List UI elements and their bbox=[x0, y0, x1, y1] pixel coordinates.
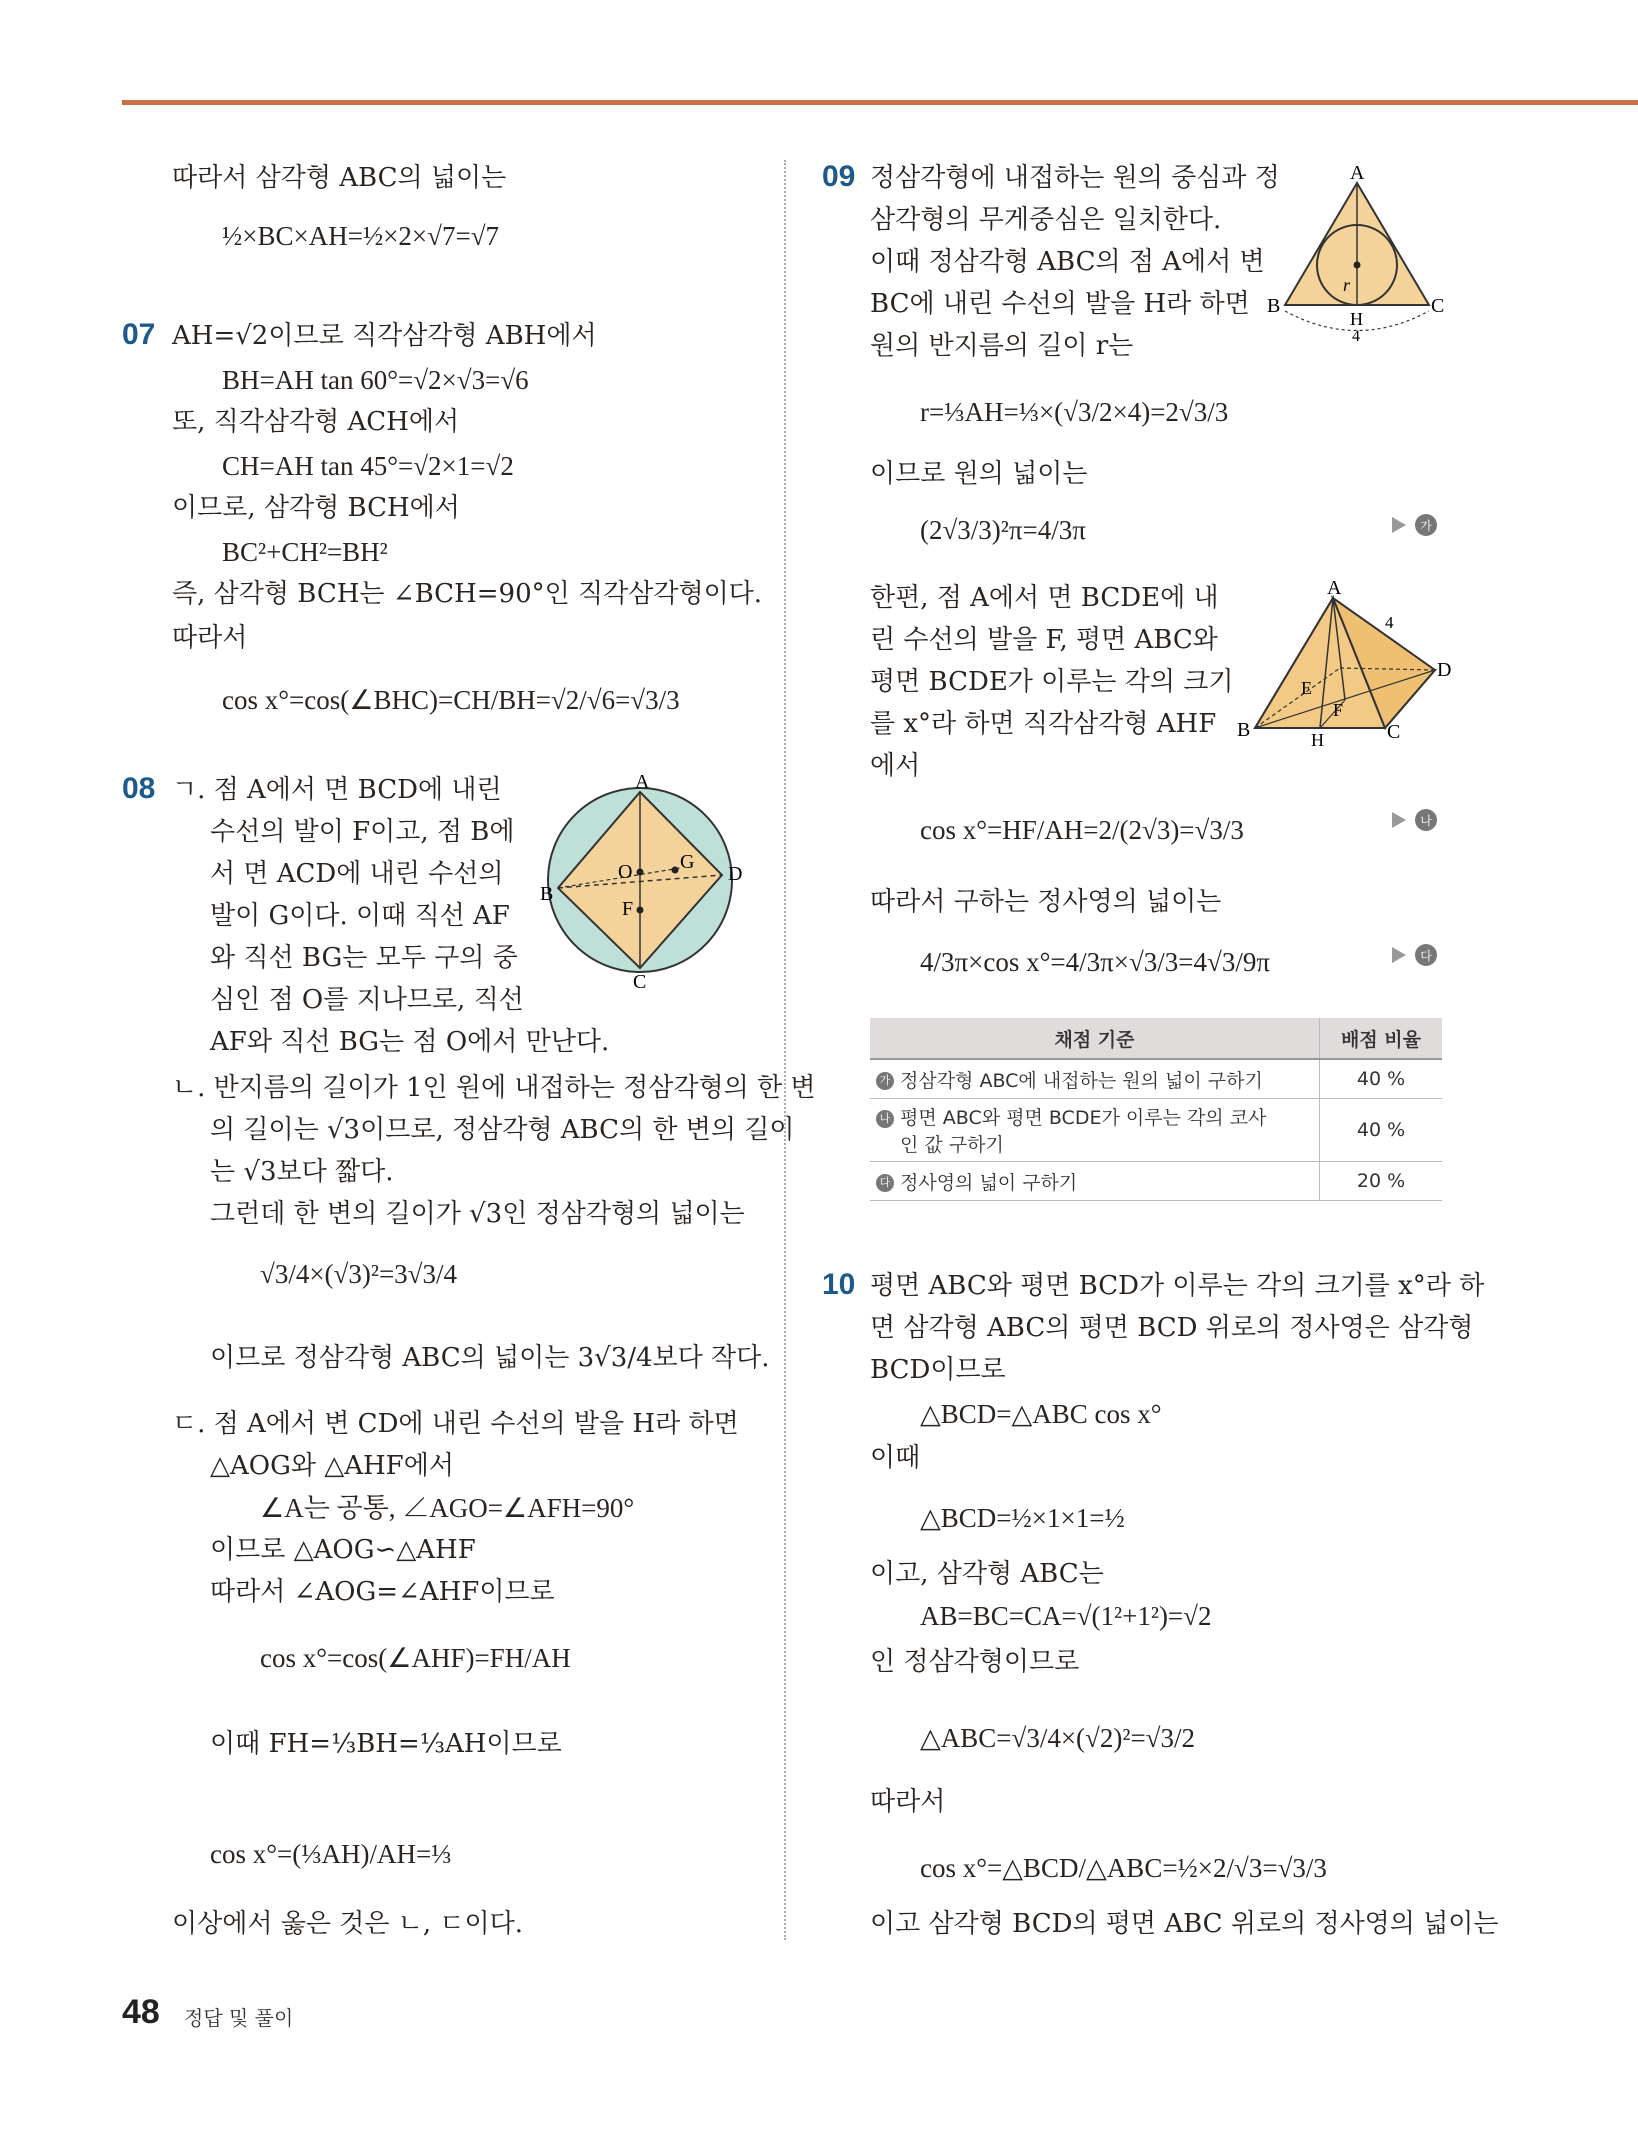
rubric-criterion: 정사영의 넓이 구하기 bbox=[900, 1171, 1078, 1194]
text-line: BC에 내린 수선의 발을 H라 하면 bbox=[870, 289, 1250, 319]
text-line: 이때 FH=⅓BH=⅓AH이므로 bbox=[210, 1729, 562, 1759]
text-line: 이므로, 삼각형 BCH에서 bbox=[172, 493, 460, 523]
rubric-badge: 다 bbox=[876, 1174, 894, 1192]
text-line: 면 삼각형 ABC의 평면 BCD 위로의 정사영은 삼각형 bbox=[870, 1313, 1474, 1343]
table-row bbox=[870, 1099, 1442, 1162]
problem-number-07: 07 bbox=[122, 318, 156, 351]
text-line: 이므로 원의 넓이는 bbox=[870, 459, 1088, 489]
equation: ∠A는 공통, ∠AGO=∠AFH=90° bbox=[260, 1493, 635, 1523]
text-line: 를 x°라 하면 직각삼각형 AHF bbox=[870, 709, 1217, 739]
text-line: 이때 정삼각형 ABC의 점 A에서 변 bbox=[870, 247, 1265, 277]
text-line: 정삼각형에 내접하는 원의 중심과 정 bbox=[870, 163, 1280, 193]
equation: ½×BC×AH=½×2×√7=√7 bbox=[222, 221, 500, 251]
scoring-rubric-table bbox=[870, 1018, 1442, 1201]
label-f: F bbox=[1333, 700, 1344, 720]
text-line: 삼각형의 무게중심은 일치한다. bbox=[870, 205, 1222, 235]
rubric-percent: 20 % bbox=[1320, 1162, 1443, 1201]
equation: △BCD=½×1×1=½ bbox=[920, 1503, 1125, 1533]
pyramid-figure bbox=[1235, 577, 1452, 750]
equation: cos x°=△BCD/△ABC=½×2/√3=√3/3 bbox=[920, 1853, 1327, 1883]
label-a: A bbox=[1327, 577, 1342, 599]
label-r: r bbox=[1343, 275, 1351, 295]
marker-label: 다 bbox=[1420, 949, 1432, 963]
equation: cos x°=cos(∠BHC)=CH/BH=√2/√6=√3/3 bbox=[222, 685, 680, 715]
equation: BH=AH tan 60°=√2×√3=√6 bbox=[222, 365, 529, 395]
equation: CH=AH tan 45°=√2×1=√2 bbox=[222, 451, 514, 481]
label-o: O bbox=[618, 861, 633, 883]
label-side: 4 bbox=[1352, 328, 1360, 345]
rubric-badge: 나 bbox=[876, 1110, 894, 1128]
equation: (2√3/3)²π=4/3π bbox=[920, 515, 1086, 545]
text-line: 수선의 발이 F이고, 점 B에 bbox=[210, 817, 515, 847]
text-line: 따라서 ∠AOG=∠AHF이므로 bbox=[210, 1577, 555, 1607]
text-line: 의 길이는 √3이므로, 정삼각형 ABC의 한 변의 길이 bbox=[210, 1115, 795, 1145]
equation: cos x°=HF/AH=2/(2√3)=√3/3 bbox=[920, 815, 1244, 845]
rubric-header-ratio: 배점 비율 bbox=[1320, 1018, 1443, 1059]
rubric-percent: 40 % bbox=[1320, 1099, 1443, 1162]
label-a: A bbox=[1350, 162, 1365, 184]
step-marker-c bbox=[1390, 942, 1448, 968]
label-h: H bbox=[1311, 730, 1324, 750]
label-edge: 4 bbox=[1385, 613, 1394, 632]
label-d: D bbox=[1437, 659, 1452, 681]
text-line: 이므로 △AOG∽△AHF bbox=[210, 1535, 476, 1565]
text-line: ㄴ. 반지름의 길이가 1인 원에 내접하는 정삼각형의 한 변 bbox=[172, 1073, 816, 1103]
text-line: 린 수선의 발을 F, 평면 ABC와 bbox=[870, 625, 1218, 655]
equation: r=⅓AH=⅓×(√3/2×4)=2√3/3 bbox=[920, 397, 1229, 427]
triangle-incircle-figure bbox=[1265, 162, 1450, 345]
text-line: 에서 bbox=[870, 751, 921, 781]
text-line: 발이 G이다. 이때 직선 AF bbox=[210, 901, 510, 931]
text-line: 와 직선 BG는 모두 구의 중 bbox=[210, 943, 518, 973]
label-h: H bbox=[1350, 309, 1363, 329]
rubric-header-criteria: 채점 기준 bbox=[870, 1018, 1320, 1059]
text-line: 서 면 ACD에 내린 수선의 bbox=[210, 859, 504, 889]
text-line: 이므로 정삼각형 ABC의 넓이는 3√3/4보다 작다. bbox=[210, 1343, 770, 1373]
rubric-criterion: 평면 ABC와 평면 BCDE가 이루는 각의 코사 bbox=[900, 1107, 1267, 1129]
label-g: G bbox=[680, 851, 695, 873]
text-line: 인 정삼각형이므로 bbox=[870, 1647, 1080, 1677]
column-divider bbox=[784, 160, 786, 1940]
text-line: △AOG와 △AHF에서 bbox=[210, 1451, 454, 1481]
table-row bbox=[870, 1059, 1442, 1099]
text-line: 평면 ABC와 평면 BCD가 이루는 각의 크기를 x°라 하 bbox=[870, 1271, 1485, 1301]
marker-label: 가 bbox=[1420, 519, 1432, 533]
equation: AB=BC=CA=√(1²+1²)=√2 bbox=[920, 1601, 1212, 1631]
text-line: AH=√2이므로 직각삼각형 ABH에서 bbox=[172, 321, 597, 351]
equation: cos x°=(⅓AH)/AH=⅓ bbox=[210, 1839, 452, 1869]
text-line: 는 √3보다 짧다. bbox=[210, 1157, 394, 1187]
label-a: A bbox=[635, 771, 650, 793]
text-line: AF와 직선 BG는 점 O에서 만난다. bbox=[210, 1027, 610, 1057]
label-b: B bbox=[1267, 295, 1281, 317]
rubric-header-row bbox=[870, 1018, 1442, 1059]
step-marker-b bbox=[1390, 807, 1448, 833]
rubric-badge: 가 bbox=[876, 1072, 894, 1090]
header-rule bbox=[122, 100, 1638, 105]
text-line: 이때 bbox=[870, 1443, 921, 1473]
text-line: BCD이므로 bbox=[870, 1355, 1006, 1385]
text-line: 평면 BCDE가 이루는 각의 크기 bbox=[870, 667, 1234, 697]
problem-number-08: 08 bbox=[122, 772, 156, 805]
label-c: C bbox=[633, 971, 647, 993]
text-line: 이상에서 옳은 것은 ㄴ, ㄷ이다. bbox=[172, 1909, 523, 1939]
rubric-percent: 40 % bbox=[1320, 1059, 1443, 1099]
text-line: 또, 직각삼각형 ACH에서 bbox=[172, 407, 460, 437]
marker-label: 나 bbox=[1420, 814, 1432, 828]
equation: 4/3π×cos x°=4/3π×√3/3=4√3/9π bbox=[920, 947, 1270, 977]
label-f: F bbox=[622, 898, 634, 920]
text-line: 즉, 삼각형 BCH는 ∠BCH=90°인 직각삼각형이다. bbox=[172, 579, 763, 609]
label-d: D bbox=[728, 863, 743, 885]
label-b: B bbox=[540, 883, 554, 905]
text-line: 한편, 점 A에서 면 BCDE에 내 bbox=[870, 583, 1219, 613]
equation: △BCD=△ABC cos x° bbox=[920, 1399, 1162, 1429]
problem-number-09: 09 bbox=[822, 160, 856, 193]
rubric-criterion: 정삼각형 ABC에 내접하는 원의 넓이 구하기 bbox=[900, 1069, 1263, 1092]
equation: BC²+CH²=BH² bbox=[222, 537, 388, 567]
equation: △ABC=√3/4×(√2)²=√3/2 bbox=[920, 1723, 1195, 1753]
label-c: C bbox=[1387, 721, 1401, 743]
page-section-label: 정답 및 풀이 bbox=[184, 2006, 294, 2030]
text-line: 따라서 삼각형 ABC의 넓이는 bbox=[172, 163, 507, 193]
text-line: 이고, 삼각형 ABC는 bbox=[870, 1559, 1104, 1589]
equation: cos x°=cos(∠AHF)=FH/AH bbox=[260, 1643, 571, 1673]
label-b: B bbox=[1237, 719, 1251, 741]
text-line: 원의 반지름의 길이 r는 bbox=[870, 331, 1134, 361]
text-line: 심인 점 O를 지나므로, 직선 bbox=[210, 985, 524, 1015]
text-line: 이고 삼각형 BCD의 평면 ABC 위로의 정사영의 넓이는 bbox=[870, 1909, 1499, 1939]
step-marker-a bbox=[1390, 512, 1448, 538]
problem-number-10: 10 bbox=[822, 1268, 856, 1301]
text-line: 그런데 한 변의 길이가 √3인 정삼각형의 넓이는 bbox=[210, 1199, 745, 1229]
text-line: ㄷ. 점 A에서 변 CD에 내린 수선의 발을 H라 하면 bbox=[172, 1409, 739, 1439]
equation: √3/4×(√3)²=3√3/4 bbox=[260, 1259, 457, 1289]
label-e: E bbox=[1301, 678, 1312, 698]
text-line: 따라서 bbox=[870, 1787, 946, 1817]
table-row bbox=[870, 1162, 1442, 1201]
rubric-criterion-cont: 인 값 구하기 bbox=[900, 1134, 1004, 1156]
text-line: 따라서 구하는 정사영의 넓이는 bbox=[870, 887, 1222, 917]
text-line: 따라서 bbox=[172, 623, 248, 653]
sphere-tetrahedron-figure bbox=[540, 771, 750, 993]
text-line: ㄱ. 점 A에서 면 BCD에 내린 bbox=[172, 775, 502, 805]
label-c: C bbox=[1431, 295, 1445, 317]
page-number: 48 bbox=[122, 1993, 160, 2031]
